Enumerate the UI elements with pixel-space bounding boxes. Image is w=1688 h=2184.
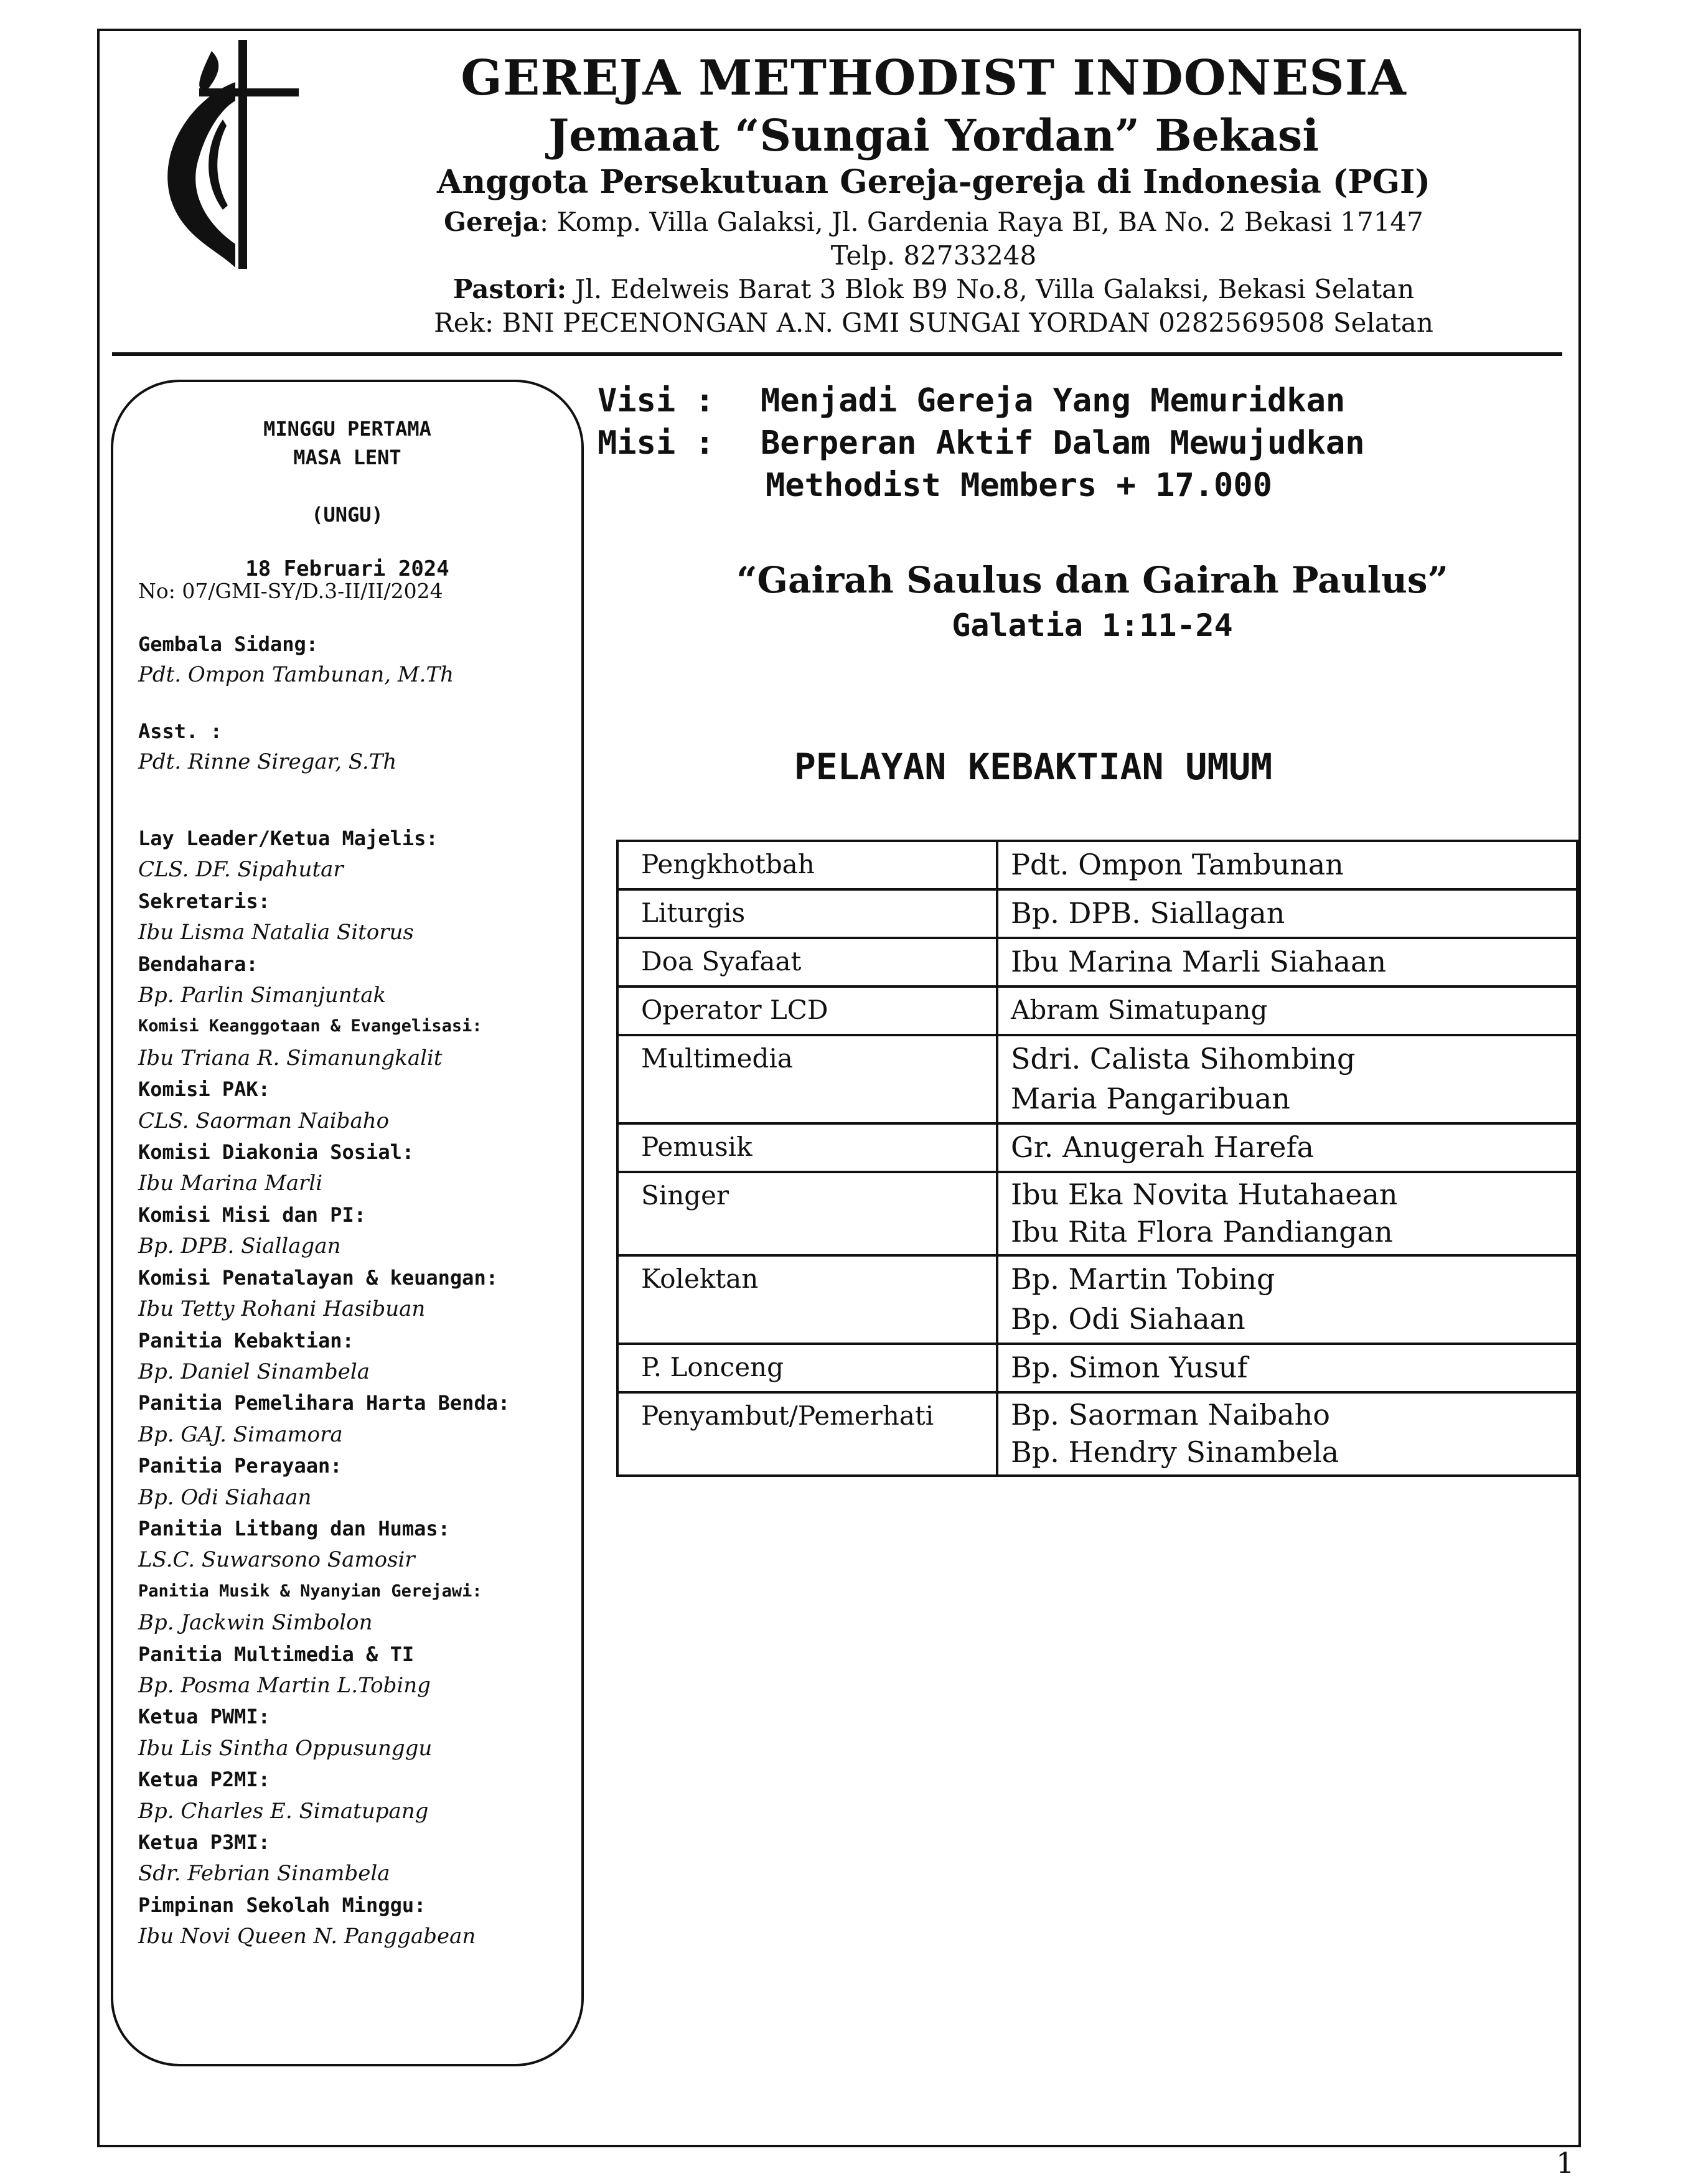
role-cell: Liturgis [617, 889, 997, 938]
officer-role: Panitia Multimedia & TI [138, 1642, 415, 1666]
officer-name: CLS. DF. Sipahutar [138, 857, 344, 883]
names-cell [997, 938, 1577, 987]
officer-name: Bp. Daniel Sinambela [138, 1359, 370, 1384]
header-divider [112, 352, 1562, 356]
officer-role: Ketua P3MI: [138, 1830, 270, 1854]
service-date: 18 Februari 2024 [245, 556, 449, 581]
table-row [617, 1123, 1577, 1172]
names-cell [997, 1123, 1577, 1172]
bank-account: Rek: BNI PECENONGAN A.N. GMI SUNGAI YORDAN 0282569508 Selatan [434, 307, 1433, 338]
vision-label: Visi : [598, 382, 715, 419]
bulletin-number: No: 07/GMI-SY/D.3-II/II/2024 [138, 579, 443, 603]
names-cell [997, 987, 1577, 1035]
officer-role: Ketua PWMI: [138, 1705, 270, 1729]
liturgical-color: (UNGU) [311, 503, 383, 527]
officer-name: Ibu Lisma Natalia Sitorus [138, 920, 414, 945]
names-cell [997, 1392, 1577, 1476]
table-row [617, 841, 1577, 889]
officer-role: Pimpinan Sekolah Minggu: [138, 1893, 426, 1917]
role-cell: Penyambut/Pemerhati [617, 1392, 997, 1476]
person-name: Bp. Hendry Sinambela [1011, 1435, 1339, 1469]
person-name: Ibu Rita Flora Pandiangan [1011, 1215, 1393, 1249]
officer-name: Ibu Triana R. Simanungkalit [138, 1045, 443, 1071]
officer-name: Sdr. Febrian Sinambela [138, 1861, 390, 1886]
pastor-label: Gembala Sidang: [138, 632, 318, 656]
person-name: Pdt. Ompon Tambunan [1011, 848, 1344, 881]
table-row [617, 1392, 1577, 1476]
person-name: Ibu Eka Novita Hutahaean [1011, 1178, 1398, 1211]
service-table [616, 840, 1578, 1477]
officer-role: Komisi PAK: [138, 1077, 270, 1102]
week-label: MINGGU PERTAMA [263, 417, 431, 441]
officer-role: Komisi Misi dan PI: [138, 1202, 367, 1227]
officer-role: Panitia Litbang dan Humas: [138, 1516, 450, 1540]
officer-name: Bp. DPB. Siallagan [138, 1234, 341, 1259]
table-row [617, 889, 1577, 938]
role-cell: Pemusik [617, 1123, 997, 1172]
officer-role: Panitia Musik & Nyanyian Gerejawi: [138, 1581, 482, 1601]
service-heading: PELAYAN KEBAKTIAN UMUM [794, 746, 1273, 788]
person-name: Sdri. Calista Sihombing [1011, 1042, 1356, 1076]
person-name: Bp. Simon Yusuf [1011, 1351, 1248, 1384]
pastor-name: Pdt. Ompon Tambunan, M.Th [138, 662, 454, 687]
scripture-reference: Galatia 1:11-24 [952, 607, 1233, 644]
officer-name: Ibu Tetty Rohani Hasibuan [138, 1296, 426, 1322]
table-row [617, 1035, 1577, 1123]
officer-role: Komisi Diakonia Sosial: [138, 1140, 415, 1165]
pastori-address: Pastori: Jl. Edelweis Barat 3 Blok B9 No.8, Villa Galaksi, Bekasi Selatan [452, 274, 1415, 304]
names-cell [997, 1344, 1577, 1392]
officer-role: Komisi Penatalayan & keuangan: [138, 1265, 498, 1290]
officer-name: LS.C. Suwarsono Samosir [138, 1547, 415, 1573]
person-name: Bp. DPB. Siallagan [1011, 896, 1285, 930]
mission-target: Methodist Members + 17.000 [766, 467, 1272, 504]
mission-label: Misi : [598, 424, 715, 462]
church-title: GEREJA METHODIST INDONESIA [461, 50, 1407, 106]
officer-role: Lay Leader/Ketua Majelis: [138, 827, 438, 850]
officer-name: Bp. Jackwin Simbolon [138, 1610, 373, 1636]
person-name: Bp. Saorman Naibaho [1011, 1398, 1330, 1432]
role-cell: Singer [617, 1172, 997, 1255]
officer-role: Sekretaris: [138, 889, 270, 913]
officer-role: Panitia Perayaan: [138, 1454, 342, 1478]
table-row [617, 938, 1577, 987]
asst-name: Pdt. Rinne Siregar, S.Th [138, 749, 397, 774]
role-cell: Multimedia [617, 1035, 997, 1123]
officers-list [138, 823, 510, 1952]
officer-name: Ibu Marina Marli [138, 1171, 323, 1196]
table-row [617, 1172, 1577, 1255]
asst-label: Asst. : [138, 719, 222, 743]
cross-and-flame-logo [149, 39, 330, 269]
person-name: Gr. Anugerah Harefa [1011, 1130, 1314, 1164]
role-cell: Doa Syafaat [617, 938, 997, 987]
person-name: Bp. Odi Siahaan [1011, 1302, 1245, 1336]
officer-name: Bp. GAJ. Simamora [138, 1422, 343, 1447]
officer-name: Bp. Charles E. Simatupang [138, 1798, 429, 1824]
officer-name: Ibu Novi Queen N. Panggabean [138, 1924, 476, 1949]
officer-name: Ibu Lis Sintha Oppusunggu [138, 1735, 433, 1761]
role-cell: Kolektan [617, 1255, 997, 1344]
pastor-block [138, 632, 454, 774]
table-row [617, 1344, 1577, 1392]
names-cell [997, 889, 1577, 938]
phone: Telp. 82733248 [830, 240, 1037, 271]
officer-role: Komisi Keanggotaan & Evangelisasi: [138, 1016, 482, 1036]
person-name: Ibu Marina Marli Siahaan [1011, 945, 1387, 978]
person-name: Abram Simatupang [1011, 995, 1268, 1025]
officer-name: Bp. Odi Siahaan [138, 1484, 312, 1510]
membership-line: Anggota Persekutuan Gereja-gereja di Indonesia (PGI) [437, 163, 1430, 201]
table-row [617, 987, 1577, 1035]
officer-role: Panitia Kebaktian: [138, 1328, 354, 1352]
season-label: MASA LENT [293, 446, 401, 469]
vision-text: Menjadi Gereja Yang Memuridkan [761, 382, 1346, 419]
officer-role: Bendahara: [138, 952, 258, 976]
table-row [617, 1255, 1577, 1344]
sermon-title: “Gairah Saulus dan Gairah Paulus” [736, 559, 1448, 601]
officer-name: Bp. Posma Martin L.Tobing [138, 1672, 431, 1698]
page-number: 1 [1556, 2146, 1575, 2180]
names-cell [997, 1172, 1577, 1255]
names-cell [997, 1255, 1577, 1344]
role-cell: Operator LCD [617, 987, 997, 1035]
person-name: Maria Pangaribuan [1011, 1082, 1290, 1115]
names-cell [997, 841, 1577, 889]
officer-role: Panitia Pemelihara Harta Benda: [138, 1391, 510, 1415]
officer-role: Ketua P2MI: [138, 1768, 270, 1792]
role-cell: Pengkhotbah [617, 841, 997, 889]
mission-text: Berperan Aktif Dalam Mewujudkan [761, 424, 1365, 462]
church-address: Gereja: Komp. Villa Galaksi, Jl. Gardenia Raya BI, BA No. 2 Bekasi 17147 [444, 207, 1423, 237]
person-name: Bp. Martin Tobing [1011, 1262, 1275, 1296]
congregation-name: Jemaat “Sungai Yordan” Bekasi [548, 110, 1319, 161]
officer-name: Bp. Parlin Simanjuntak [138, 983, 387, 1008]
role-cell: P. Lonceng [617, 1344, 997, 1392]
names-cell [997, 1035, 1577, 1123]
officer-name: CLS. Saorman Naibaho [138, 1108, 390, 1133]
